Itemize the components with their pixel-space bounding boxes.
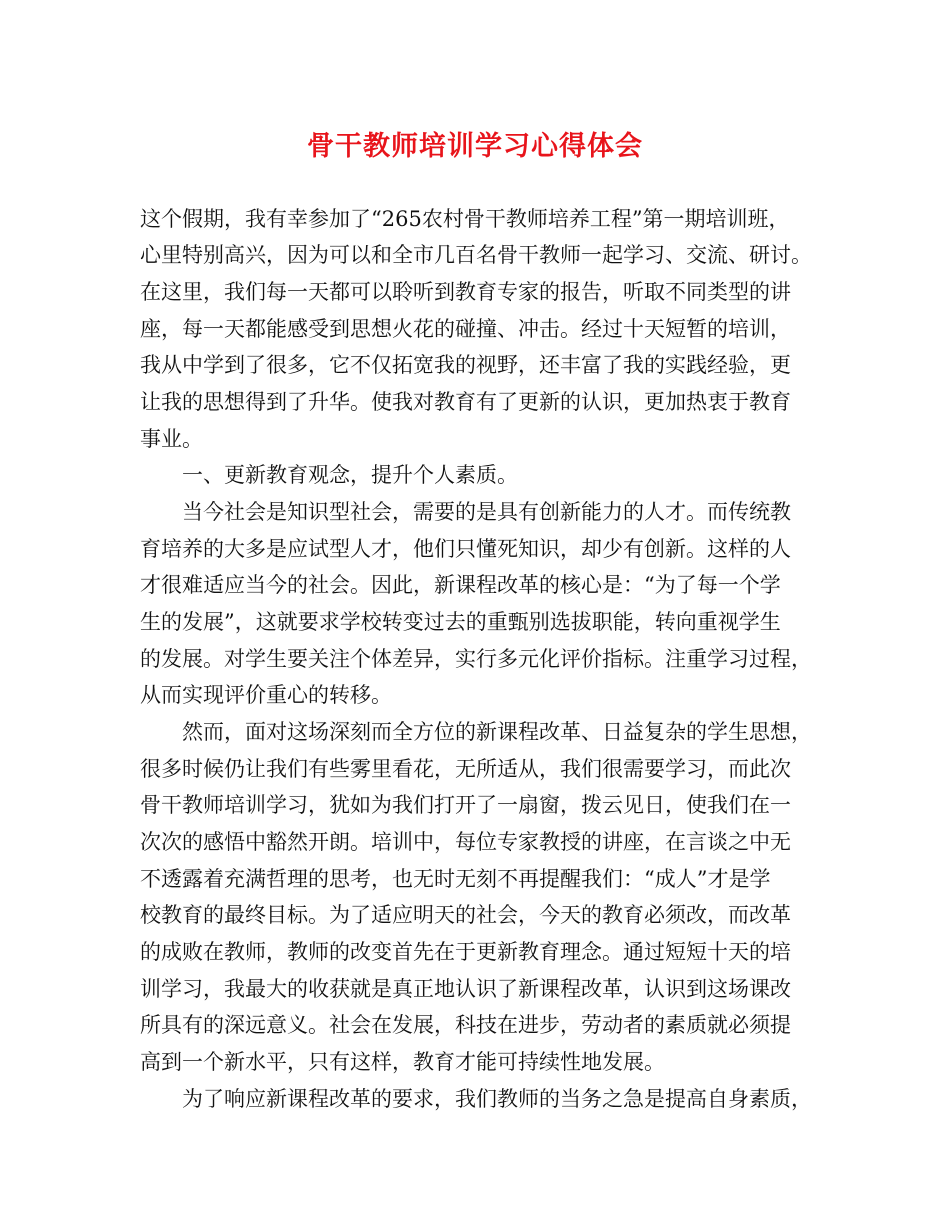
- document-title: 骨干教师培训学习心得体会: [307, 131, 643, 162]
- text-line: 让我的思想得到了升华。使我对教育有了更新的认识，更加热衷于教育: [140, 390, 791, 414]
- text-line: 不透露着充满哲理的思考，也无时无刻不再提醒我们：“成人”才是学: [140, 867, 771, 891]
- text-line: 心里特别高兴，因为可以和全市几百名骨干教师一起学习、交流、研讨。: [140, 243, 812, 267]
- text-line: 在这里，我们每一天都可以聆听到教育专家的报告，听取不同类型的讲: [140, 280, 791, 304]
- text-line: 事业。: [140, 427, 203, 451]
- text-line: 才很难适应当今的社会。因此，新课程改革的核心是：“为了每一个学: [140, 573, 781, 597]
- text-line: 所具有的深远意义。社会在发展，科技在进步，劳动者的素质就必须提: [140, 1013, 791, 1037]
- text-line: 高到一个新水平，只有这样，教育才能可持续性地发展。: [140, 1050, 665, 1074]
- text-line: 我从中学到了很多，它不仅拓宽我的视野，还丰富了我的实践经验，更: [140, 353, 791, 377]
- text-line: 生的发展”，这就要求学校转变过去的重甄别选拔职能，转向重视学生: [140, 610, 781, 634]
- text-line: 次次的感悟中豁然开朗。培训中，每位专家教授的讲座，在言谈之中无: [140, 830, 791, 854]
- text-line: 的成败在教师，教师的改变首先在于更新教育理念。通过短短十天的培: [140, 940, 791, 964]
- text-line: 座，每一天都能感受到思想火花的碰撞、冲击。经过十天短暂的培训，: [140, 317, 791, 341]
- text-line: 骨干教师培训学习，犹如为我们打开了一扇窗，拨云见日，使我们在一: [140, 793, 791, 817]
- text-line: 训学习，我最大的收获就是真正地认识了新课程改革，认识到这场课改: [140, 977, 791, 1001]
- text-line: 为了响应新课程改革的要求，我们教师的当务之急是提高自身素质，: [182, 1087, 812, 1111]
- text-line: 当今社会是知识型社会，需要的是具有创新能力的人才。而传统教: [182, 500, 791, 524]
- text-line: 这个假期，我有幸参加了“265农村骨干教师培养工程”第一期培训班，: [140, 207, 790, 231]
- text-line: 从而实现评价重心的转移。: [140, 683, 392, 707]
- text-line: 校教育的最终目标。为了适应明天的社会，今天的教育必须改，而改革: [140, 903, 791, 927]
- text-line: 的发展。对学生要关注个体差异，实行多元化评价指标。注重学习过程，: [140, 647, 812, 671]
- section-heading: 一、更新教育观念，提升个人素质。: [182, 463, 518, 487]
- text-line: 然而，面对这场深刻而全方位的新课程改革、日益复杂的学生思想，: [182, 720, 812, 744]
- text-line: 很多时候仍让我们有些雾里看花，无所适从，我们很需要学习，而此次: [140, 757, 791, 781]
- text-line: 育培养的大多是应试型人才，他们只懂死知识，却少有创新。这样的人: [140, 537, 791, 561]
